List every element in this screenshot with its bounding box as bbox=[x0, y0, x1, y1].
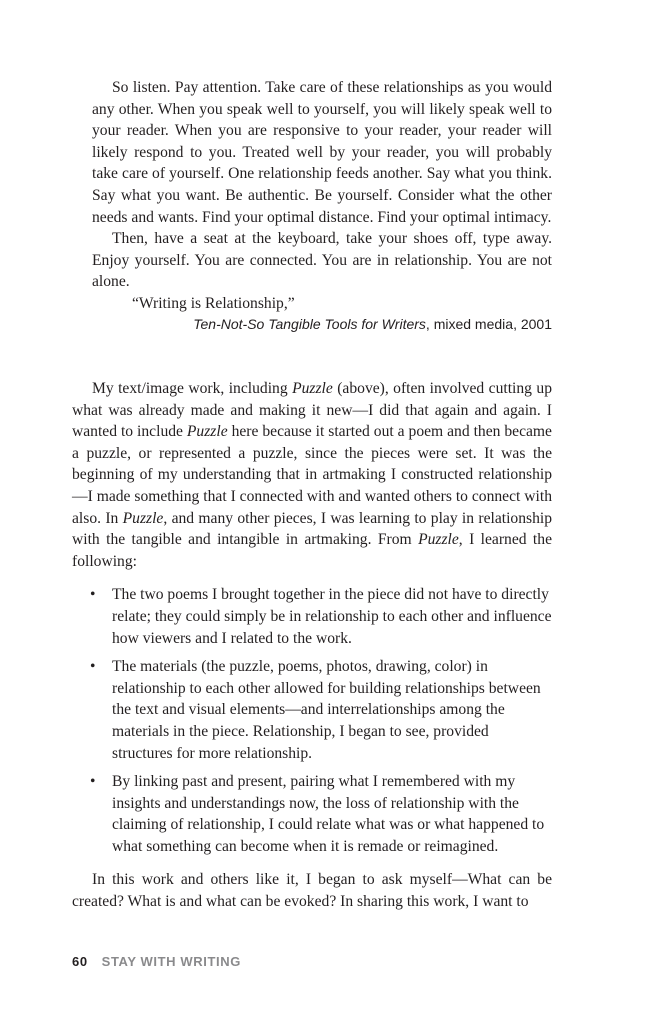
bullet-icon: • bbox=[90, 586, 96, 604]
quote-paragraph-1: So listen. Pay attention. Take care of these relationships as you would any other. When you speak well to yourself, you will likely speak well to your reader. When you are responsive to your reader, your reader will likely respond to you. Treated well by your reader, you will probably take care of yourself. One relationship feeds another. Say what you think. Say what you want. Be authentic. Be yourself. Consider what the other needs and wants. Find your optimal distance. Find your optimal intimacy. bbox=[92, 79, 552, 226]
puzzle-title-4: Puzzle bbox=[418, 531, 459, 549]
block-quote bbox=[92, 77, 552, 333]
quote-attribution-title: “Writing is Relationship,” bbox=[132, 294, 295, 312]
puzzle-title-2: Puzzle bbox=[186, 423, 228, 441]
body-text bbox=[72, 378, 552, 913]
puzzle-title-1: Puzzle bbox=[292, 380, 333, 397]
bullet-icon: • bbox=[90, 773, 96, 791]
p1-text-1: My text/image work, including bbox=[92, 380, 293, 397]
p1-text-3: here because it started out a poem and then became a puzzle, or represented a puzzle, since the pieces were set. It was the beginning of my understanding that in artmaking I constructed relationship—I made something that I connected with and wanted others to connect with also. In bbox=[72, 423, 552, 527]
p1-text-4: , and many other pieces, I was learning to play in relationship with the tangible and intangible in artmaking. From bbox=[72, 509, 552, 549]
quote-paragraph-2: Then, have a seat at the keyboard, take your shoes off, type away. Enjoy yourself. You are connected. You are in relationship. You are not alone. bbox=[92, 230, 552, 291]
list-item bbox=[72, 771, 552, 857]
bullet-icon: • bbox=[90, 658, 96, 676]
puzzle-title-3: Puzzle bbox=[122, 509, 164, 527]
bullet-text: The two poems I brought together in the piece did not have to directly relate; they could simply be in relationship to each other and influence how viewers and I related to the work. bbox=[112, 586, 552, 647]
bullet-list bbox=[72, 584, 552, 857]
source-details: , mixed media, 2001 bbox=[425, 315, 552, 332]
page-number: 60 bbox=[72, 954, 88, 969]
running-title: STAY WITH WRITING bbox=[101, 954, 241, 969]
quote-attribution-source bbox=[92, 315, 552, 333]
page-footer bbox=[72, 954, 241, 970]
bullet-text: By linking past and present, pairing what I remembered with my insights and understandings now, the loss of relationship with the claiming of relationship, I could relate what was or what happened to what something can become when it is remade or reimagined. bbox=[112, 773, 545, 855]
body-paragraph-2: In this work and others like it, I began to ask myself—What can be created? What is and what can be evoked? In sharing this work, I want to bbox=[72, 871, 552, 911]
list-item bbox=[72, 656, 552, 764]
body-paragraph-1 bbox=[72, 378, 552, 572]
bullet-text: The materials (the puzzle, poems, photos, drawing, color) in relationship to each other allowed for building relationships between the text and visual elements—and interrelationships among the materials in the piece. Relationship, I began to see, provided structures for more relationship. bbox=[112, 658, 541, 762]
p1-text-2: (above), often involved cutting up what was already made and making it new—I did that again and again. I wanted to include bbox=[72, 380, 553, 441]
source-title: Ten-Not-So Tangible Tools for Writers bbox=[193, 315, 426, 332]
p1-text-5: , I learned the following: bbox=[72, 531, 552, 570]
list-item bbox=[72, 584, 552, 649]
